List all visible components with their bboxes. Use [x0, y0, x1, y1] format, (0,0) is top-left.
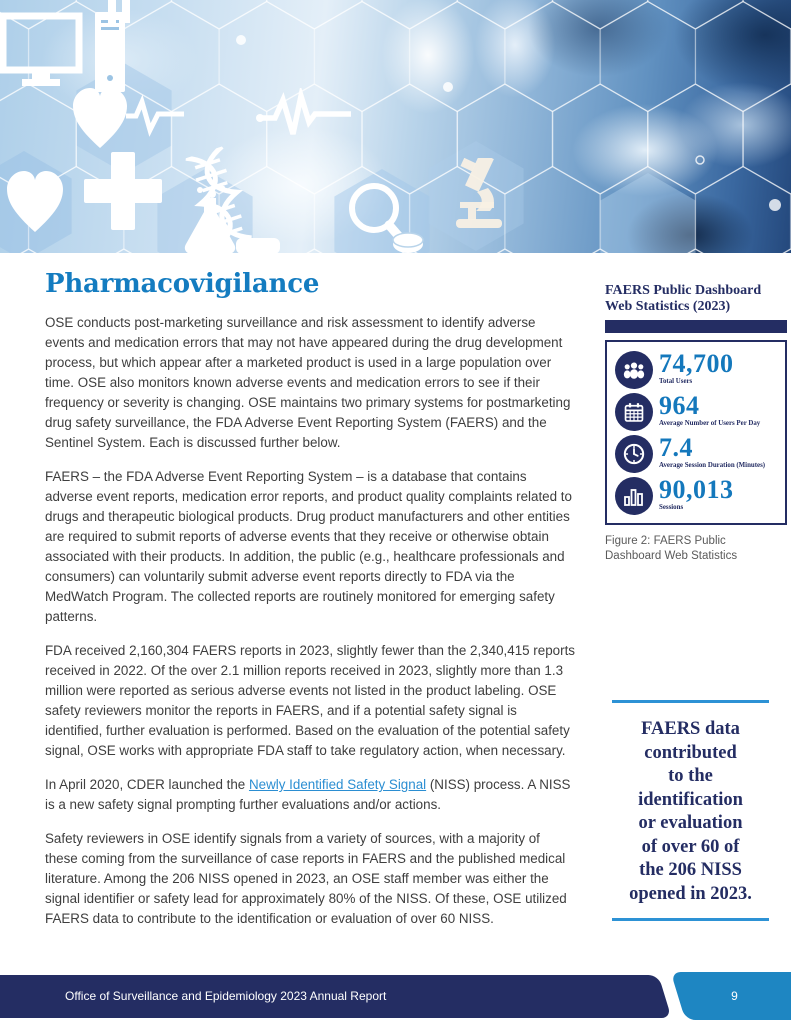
stats-sidebar — [605, 283, 787, 564]
hero-image — [0, 0, 791, 253]
title-rule-bar — [605, 320, 787, 333]
quote-line: contributed — [644, 742, 737, 763]
quote-line: or evaluation — [638, 813, 743, 833]
stat-row — [615, 393, 785, 431]
stat-value: 7.4 — [659, 433, 693, 462]
body-paragraph: Safety reviewers in OSE identify signals from a variety of sources, with a majority of these coming from the surveillance of case reports in FAERS and the published medical literature. Among the 206 NISS opened in 2023, an OSE staff member was either the signal identifier or safety lead for approximately 80% of the NISS. Of these, OSE utilized FAERS data to contribute to the identification or evaluation of over 60 NISS. — [45, 831, 567, 926]
stat-label: Average Session Duration (Minutes) — [659, 462, 766, 469]
stat-label: Total Users — [659, 378, 693, 385]
stat-row — [615, 435, 785, 473]
quote-line: of over 60 of — [641, 836, 740, 857]
body-paragraph — [45, 775, 575, 815]
figure-caption-line: Dashboard Web Statistics — [605, 550, 738, 562]
clock-icon — [615, 435, 653, 473]
quote-rule-top — [612, 700, 769, 703]
stats-title — [605, 283, 787, 314]
body-paragraph: FDA received 2,160,304 FAERS reports in 2023, slightly fewer than the 2,340,415 reports received in 2022. Of the over 2.1 million reports received in 2023, slightly more than 1.3 million were reported as serious adverse events not listed in the product labeling. OSE safety reviewers monitor the reports in FAERS, and if a potential safety signal is identified, further evaluation is performed. Based on the evaluation of the potential safety signal, OSE works with appropriate FDA staff to take regulatory action, when necessary. — [45, 643, 575, 758]
quote-line: identification — [638, 789, 743, 810]
figure-caption-line: Figure 2: FAERS Public — [605, 535, 726, 547]
quote-rule-bottom — [612, 918, 769, 921]
pull-quote — [612, 700, 769, 921]
stat-label: Sessions — [659, 504, 684, 511]
page-title: Pharmacovigilance — [45, 269, 320, 299]
heart-icon — [6, 170, 64, 234]
stat-value: 90,013 — [659, 475, 734, 504]
flask-icon — [178, 186, 242, 253]
quote-line: FAERS data — [641, 719, 740, 739]
paragraph-text: In April 2020, CDER launched the — [45, 777, 249, 792]
bar-chart-icon — [615, 477, 653, 515]
quote-line: to the — [668, 766, 713, 786]
microscope-icon — [448, 158, 516, 230]
footer-report-title: Office of Surveillance and Epidemiology 2023 Annual Report — [65, 989, 387, 1003]
stat-row — [615, 477, 785, 515]
body-paragraph: OSE conducts post-marketing surveillance and risk assessment to identify adverse events and medication errors that may not have appeared during the drug development process, but which appear after a marketed product is used in a large population over time. OSE also monitors known adverse events and medication errors to see if their frequency or severity is changing. OSE maintains two primary systems for postmarketing drug safety surveillance, the FDA Adverse Event Reporting System (FAERS) and the Sentinel System. Each is discussed further below. — [45, 315, 571, 450]
stat-row — [615, 351, 785, 389]
calendar-icon — [615, 393, 653, 431]
body-paragraph: FAERS – the FDA Adverse Event Reporting System – is a database that contains adverse event reports, medication error reports, and product quality complaints related to drugs and therapeutic biological products. Drug product manufacturers and other entities are required to submit reports of adverse events that they receive or otherwise obtain associated with their products. In addition, the public (e.g., healthcare professionals and consumers) can voluntarily submit adverse event reports directly to FDA via the MedWatch Program. The collected reports are routinely monitored for emerging safety patterns. — [45, 469, 572, 624]
stat-value: 74,700 — [659, 349, 734, 378]
pill-bottle-icon — [236, 238, 280, 253]
quote-line: opened in 2023. — [629, 883, 752, 904]
heart-pulse-icon — [72, 86, 184, 152]
quote-text — [612, 718, 769, 906]
stats-box — [605, 340, 787, 525]
stat-value: 964 — [659, 391, 700, 420]
pause-icon — [108, 0, 134, 24]
stats-title-line: Web Statistics (2023) — [605, 298, 731, 314]
paragraph-text: (NISS) process. A NISS is a new safety signal prompting further evaluations and/or actions. — [45, 777, 571, 812]
niss-link[interactable]: Newly Identified Safety Signal — [248, 777, 427, 792]
magnifier-icon — [344, 182, 426, 253]
quote-line: the 206 NISS — [639, 860, 742, 880]
ekg-icon — [255, 88, 351, 140]
article — [45, 268, 575, 943]
users-icon — [615, 351, 653, 389]
stat-label: Average Number of Users Per Day — [659, 420, 761, 427]
figure-caption — [605, 534, 787, 564]
stats-title-line: FAERS Public Dashboard — [605, 283, 762, 298]
cross-icon — [84, 152, 162, 230]
page-number: 9 — [731, 989, 738, 1003]
